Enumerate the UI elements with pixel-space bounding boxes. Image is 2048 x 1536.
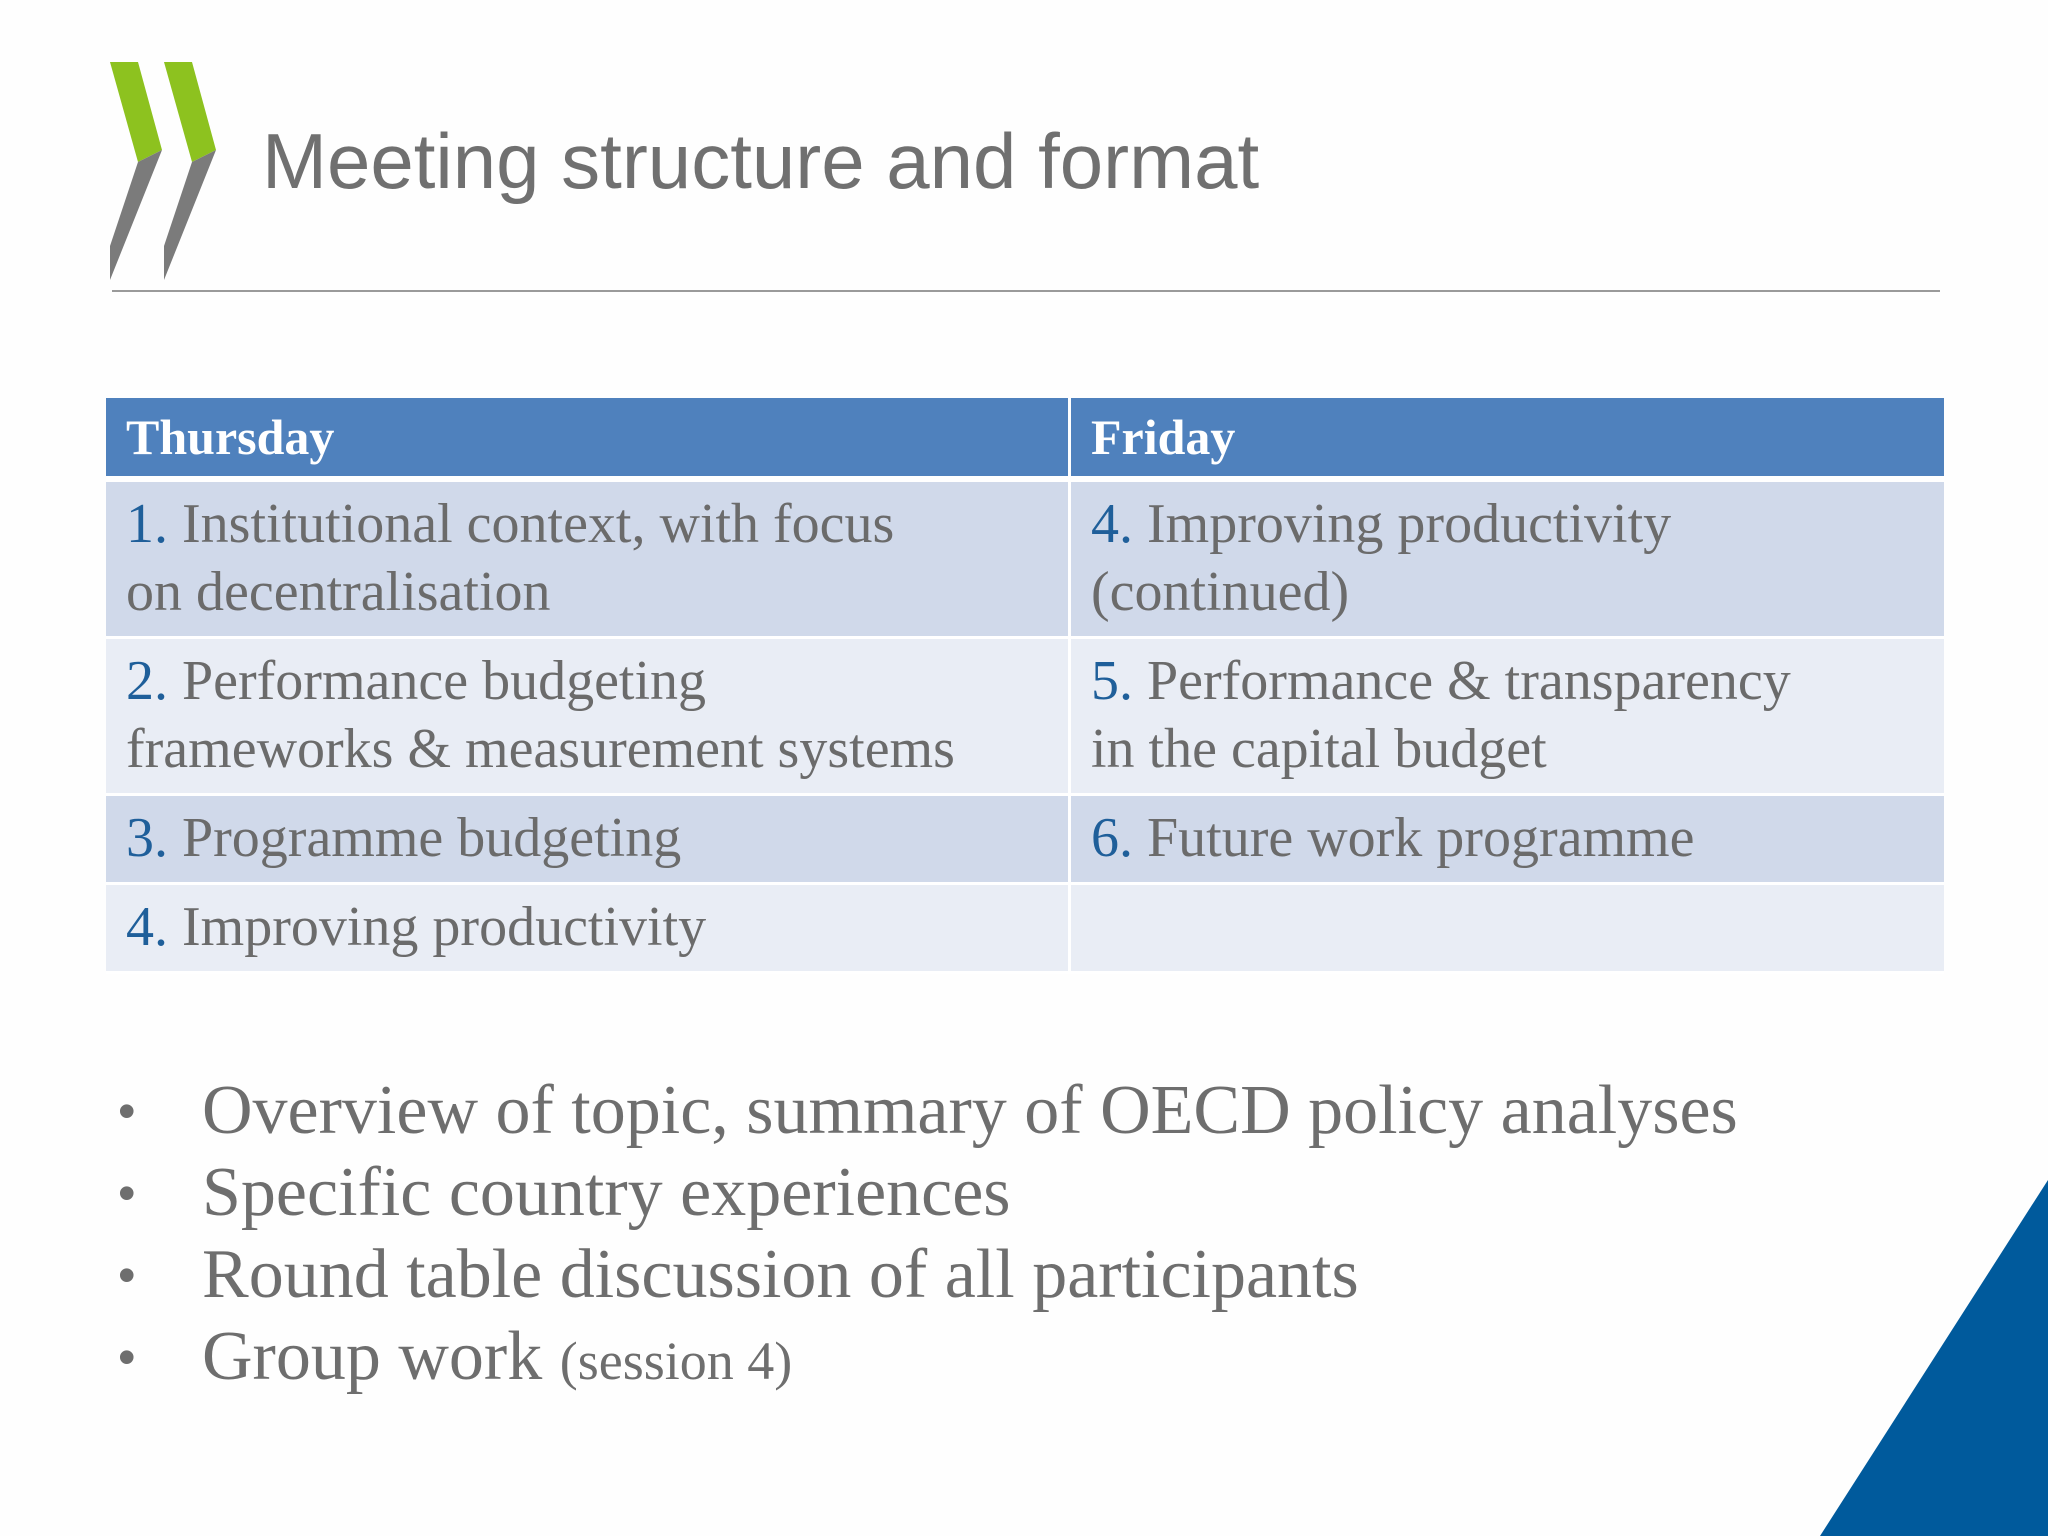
list-item [118, 1152, 1738, 1234]
session-cell [106, 639, 1071, 796]
session-number: 3. [126, 807, 168, 869]
table-row [106, 796, 1944, 885]
session-title: Institutional context, with focus [168, 493, 895, 555]
list-item [118, 1234, 1738, 1316]
bullet-icon: • [118, 1247, 136, 1303]
session-title: Future work programme [1133, 807, 1695, 869]
corner-triangle-decoration [1820, 1180, 2048, 1536]
session-number: 1. [126, 493, 168, 555]
bullet-icon: • [118, 1083, 136, 1139]
session-title-cont: (continued) [1091, 561, 1350, 623]
bullet-text: Specific country experiences [202, 1154, 1011, 1231]
oecd-logo-icon [110, 62, 222, 280]
bullet-text: Overview of topic, summary of OECD policy analyses [202, 1072, 1738, 1149]
bullet-note: (session 4) [559, 1331, 793, 1391]
session-title: Performance budgeting [168, 650, 707, 712]
session-title-cont: on decentralisation [126, 561, 551, 623]
session-number: 2. [126, 650, 168, 712]
session-cell [106, 885, 1071, 974]
session-cell [106, 482, 1071, 639]
title-divider [112, 290, 1940, 292]
table-row [106, 639, 1944, 796]
table-header-row [106, 398, 1944, 482]
session-number: 4. [126, 896, 168, 958]
header-friday: Friday [1071, 398, 1944, 482]
session-title-cont: frameworks & measurement systems [126, 718, 955, 780]
session-cell [106, 796, 1071, 885]
list-item [118, 1070, 1738, 1152]
session-title: Improving productivity [1133, 493, 1672, 555]
session-number: 6. [1091, 807, 1133, 869]
table-row [106, 482, 1944, 639]
session-cell [1071, 639, 1944, 796]
slide-title: Meeting structure and format [262, 117, 1260, 205]
list-item [118, 1316, 1738, 1398]
table-row [106, 885, 1944, 974]
session-cell [1071, 482, 1944, 639]
session-number: 4. [1091, 493, 1133, 555]
header-thursday: Thursday [106, 398, 1071, 482]
bullet-icon: • [118, 1165, 136, 1221]
bullet-icon: • [118, 1329, 136, 1385]
format-bullet-list [118, 1070, 1738, 1398]
session-number: 5. [1091, 650, 1133, 712]
session-title-cont: in the capital budget [1091, 718, 1547, 780]
bullet-text: Group work [202, 1318, 560, 1395]
schedule-table [106, 398, 1944, 974]
session-title: Improving productivity [168, 896, 707, 958]
bullet-text: Round table discussion of all participants [202, 1236, 1359, 1313]
session-title: Programme budgeting [168, 807, 682, 869]
empty-cell [1071, 885, 1944, 974]
session-title: Performance & transparency [1133, 650, 1791, 712]
session-cell [1071, 796, 1944, 885]
